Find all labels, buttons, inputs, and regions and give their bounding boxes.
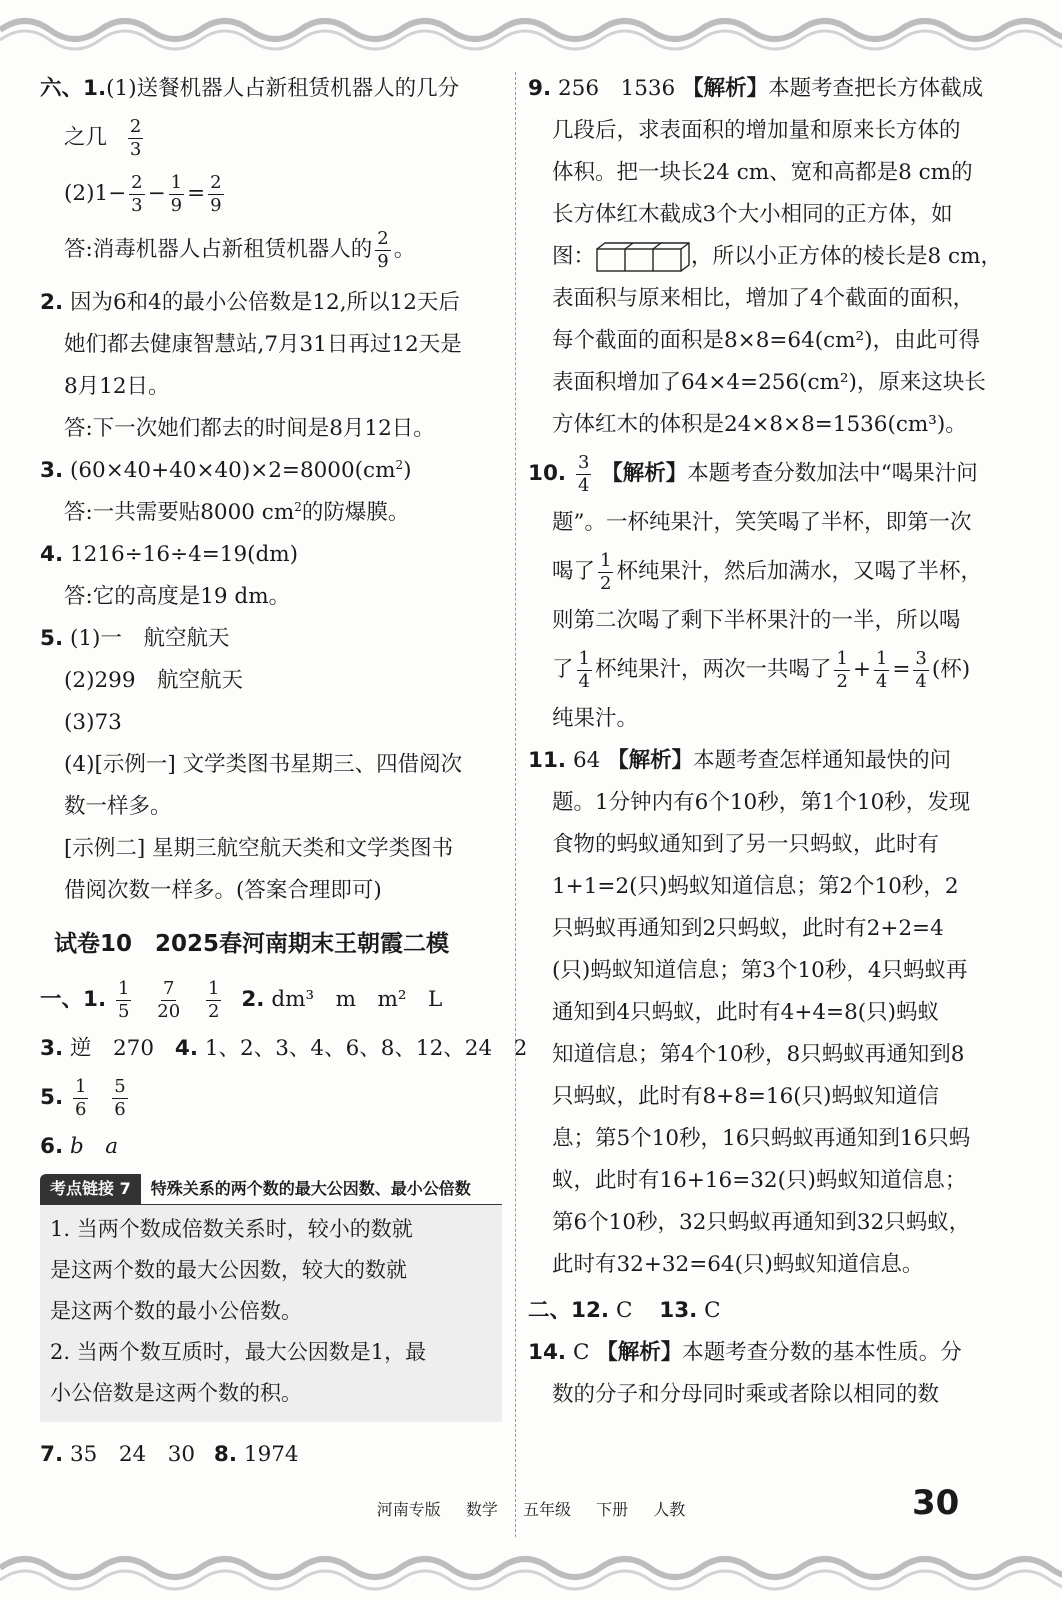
q11-text: 第6个10秒，32只蚂蚁再通知到32只蚂蚁， (552, 1210, 971, 1235)
q11-text: 知道信息；第4个10秒，8只蚂蚁再通知到8 (552, 1042, 965, 1067)
q11-text: 只蚂蚁再通知到2只蚂蚁，此时有2+2=4 (552, 916, 944, 941)
tip-line: 1. 当两个数成倍数关系时，较小的数就 (50, 1217, 413, 1241)
q5-4-example2-cont: 借阅次数一样多。(答案合理即可) (64, 878, 382, 903)
q9-text: 体积。把一块长24 cm、宽和高都是8 cm的 (552, 160, 973, 185)
q10-line1: 10. $\frac{3}{4}$ 【解析】本题考查分数加法中“喝果汁问 (528, 451, 978, 496)
q9-text: 方体红木的体积是24×8×8=1536(cm³)。 (552, 412, 967, 437)
q2-answer: 答:下一次她们都去的时间是8月12日。 (64, 416, 435, 441)
q11-text: 只蚂蚁，此时有8+8=16(只)蚂蚁知道信 (552, 1084, 940, 1109)
q3-answer: 答:一共需要贴8000 $cm^2$的防爆膜。 (64, 499, 410, 525)
q2-text: 因为6和4的最小公倍数是12,所以12天后 (69, 290, 460, 315)
q5-2: (2)299 航空航天 (64, 668, 243, 693)
q5-number: 5. (40, 626, 64, 651)
footer-grade: 五年级 (522, 1500, 571, 1519)
q9-text: 本题考查把长方体截成 (768, 76, 984, 101)
left-column: 六、1.(1)送餐机器人占新租赁机器人的几分 之几 $\frac{2}{3}$ (2)1− $\frac{2}{3}$ − $\frac{1}{9}$ = $\frac{2}{9}$ 答:消毒机器人占新租赁机器人的 $\frac{2}{9}$ 。 2. 因为6和4的最小公倍数是12,所以12天后 她们都去健康智慧站,7月31日再过12天是 8月12日。 答:下一次她们都去的时间是8月12日。 3. $(60\times 40+40\times 40)\times 2=8000(cm^2)$ 答:一共需要贴8000 $cm^2$的防爆膜。 4. 1216÷16÷4=19(dm) 答:它的高度是19 dm。 5. (1)一 航空航天 (2)299 航空航天 (3)73 (4)[示例一] 文学类图书星期三、四借阅次 数一样多。 [示例二] 星期三航空航天类和文学类图书 借阅次数一样多。(答案合理即可) 试卷10 2025春河南期末王朝霞二模 一、1. $\frac{1}{5}$ $\frac{7}{20}$ $\frac{1}{2}$ 2. dm³ m m² L 3. 逆 270 4. 1、2、3、4、6、8、12、24 2 5. $\frac{1}{6}$ $\frac{5}{6}$ 6. b a 考点链接 7 特殊关系的两个数的最大公因数、最小公倍数 1. 当两个数成倍数关系时，较小的数就 是这两个数的最大公因数，较大的数就 是这两个数的最小公倍数。 2. 当两个数互质时，最大公因数是1，最 小公倍数是这两个数的积。 7. 35 24 30 8. 1974 (40, 68, 502, 1476)
knowledge-tip-box (40, 1174, 502, 1422)
q11-text: 题。1分钟内有6个10秒，第1个10秒，发现 (552, 790, 971, 815)
q10-text: 纯果汁。 (552, 706, 639, 731)
fraction: $\frac{2}{3}$ (129, 115, 142, 160)
q5-4: (4)[示例一] 文学类图书星期三、四借阅次 (64, 752, 463, 777)
q9-figure-line: 图： ，所以小正方体的棱长是8 cm， (528, 236, 990, 278)
tip-line: 是这两个数的最大公因数，较大的数就 (50, 1258, 407, 1282)
q9-text: 几段后，求表面积的增加量和原来长方体的 (552, 118, 961, 143)
q11-answer: 64 (572, 748, 601, 773)
s3-s4-answers: 3. 逆 270 4. 1、2、3、4、6、8、12、24 2 (40, 1036, 528, 1061)
q2-text-2: 她们都去健康智慧站,7月31日再过12天是 (64, 332, 462, 357)
s6-answers: 6. b a (40, 1134, 119, 1159)
q11-text: (只)蚂蚁知道信息；第3个10秒，4只蚂蚁再 (552, 958, 968, 983)
s7-s8-answers: 7. 35 24 30 8. 1974 (40, 1442, 299, 1467)
analysis-tag: 【解析】 (596, 1340, 683, 1365)
footer-subject: 数学 (465, 1500, 498, 1519)
q6-number: 六、1. (40, 76, 107, 101)
q10-text: 了 $\frac{1}{4}$ 杯纯果汁，两次一共喝了 $\frac{1}{2}$ + $\frac{1}{4}$ = $\frac{3}{4}$ (杯) (552, 647, 971, 692)
exam-section-title: 试卷10 2025春河南期末王朝霞二模 (54, 931, 450, 957)
q9-text: 长方体红木截成3个大小相同的正方体，如 (552, 202, 953, 227)
analysis-tag: 【解析】 (607, 748, 694, 773)
q11-text: 息；第5个10秒，16只蚂蚁再通知到16只蚂 (552, 1126, 971, 1151)
q11-text: 本题考查怎样通知最快的问 (693, 748, 952, 773)
q3-number: 3. (40, 458, 64, 483)
page-footer (0, 1497, 1062, 1520)
tip-line: 2. 当两个数互质时，最大公因数是1，最 (50, 1340, 427, 1364)
q12-q13-answers: 二、12. C 13. C (528, 1298, 721, 1323)
tip-line: 小公倍数是这两个数的积。 (50, 1381, 302, 1405)
q6-answer: 答:消毒机器人占新租赁机器人的 $\frac{2}{9}$ 。 (64, 227, 416, 272)
s1-answers: 一、1. $\frac{1}{5}$ $\frac{7}{20}$ $\frac{1}{2}$ 2. dm³ m m² L (40, 977, 443, 1022)
q6-2-equation: (2)1− $\frac{2}{3}$ − $\frac{1}{9}$ = $\frac{2}{9}$ (64, 171, 222, 216)
q5-1: (1)一 航空航天 (69, 626, 230, 651)
footer-volume: 下册 (596, 1500, 629, 1519)
q10-text: 喝了 $\frac{1}{2}$ 杯纯果汁，然后加满水，又喝了半杯， (552, 549, 982, 594)
q2-text-3: 8月12日。 (64, 374, 170, 399)
q14-answer: C (572, 1340, 590, 1365)
q2-number: 2. (40, 290, 64, 315)
q5-3: (3)73 (64, 710, 122, 735)
q10-text: 则第二次喝了剩下半杯果汁的一半，所以喝 (552, 608, 961, 633)
q6-1-text: (1)送餐机器人占新租赁机器人的几分 (106, 76, 460, 101)
q9-text: 每个截面的面积是8×8=64(cm²)，由此可得 (552, 328, 981, 353)
tip-title: 特殊关系的两个数的最大公因数、最小公倍数 (150, 1179, 471, 1198)
q11-text: 1+1=2(只)蚂蚁知道信息；第2个10秒，2 (552, 874, 959, 899)
right-column (528, 68, 1002, 1416)
q11-number: 11. (528, 748, 567, 773)
s5-answers: 5. $\frac{1}{6}$ $\frac{5}{6}$ (40, 1075, 126, 1120)
q6-1-text-cont: 之几 (64, 125, 108, 150)
bottom-wave-border (0, 1540, 1062, 1600)
q11-text: 此时有32+32=64(只)蚂蚁知道信息。 (552, 1252, 924, 1277)
column-divider (515, 72, 516, 1537)
top-wave-border (0, 0, 1062, 60)
q5-4-example2: [示例二] 星期三航空航天类和文学类图书 (64, 836, 454, 861)
q14-text: 数的分子和分母同时乘或者除以相同的数 (552, 1382, 940, 1407)
footer-publisher: 人教 (653, 1500, 686, 1519)
q9-text: 表面积增加了64×4=256(cm²)，原来这块长 (552, 370, 986, 395)
q10-text: 题”。一杯纯果汁，笑笑喝了半杯，即第一次 (552, 510, 972, 535)
page-number: 30 (912, 1483, 960, 1523)
tip-badge: 考点链接 7 (40, 1174, 141, 1204)
q14-number: 14. (528, 1340, 567, 1365)
tip-line: 是这两个数的最小公倍数。 (50, 1299, 302, 1323)
q11-text: 食物的蚂蚁通知到了另一只蚂蚁，此时有 (552, 832, 940, 857)
cuboid-figure (595, 241, 691, 273)
q5-4-cont: 数一样多。 (64, 794, 172, 819)
q4-number: 4. (40, 542, 64, 567)
q4-equation: 1216÷16÷4=19(dm) (69, 542, 299, 567)
q11-text: 蚁，此时有16+16=32(只)蚂蚁知道信息； (552, 1168, 967, 1193)
q3-equation: (60×40+40×40)×2=8000(cm (69, 458, 396, 483)
q14-text: 本题考查分数的基本性质。分 (682, 1340, 962, 1365)
q9-text: 表面积与原来相比，增加了4个截面的面积， (552, 286, 975, 311)
q11-text: 通知到4只蚂蚁，此时有4+4=8(只)蚂蚁 (552, 1000, 940, 1025)
q9-number: 9. (528, 76, 552, 101)
q9-answer: 256 1536 (557, 76, 676, 101)
footer-edition: 河南专版 (376, 1500, 441, 1519)
q4-answer: 答:它的高度是19 dm。 (64, 584, 291, 609)
analysis-tag: 【解析】 (682, 76, 769, 101)
